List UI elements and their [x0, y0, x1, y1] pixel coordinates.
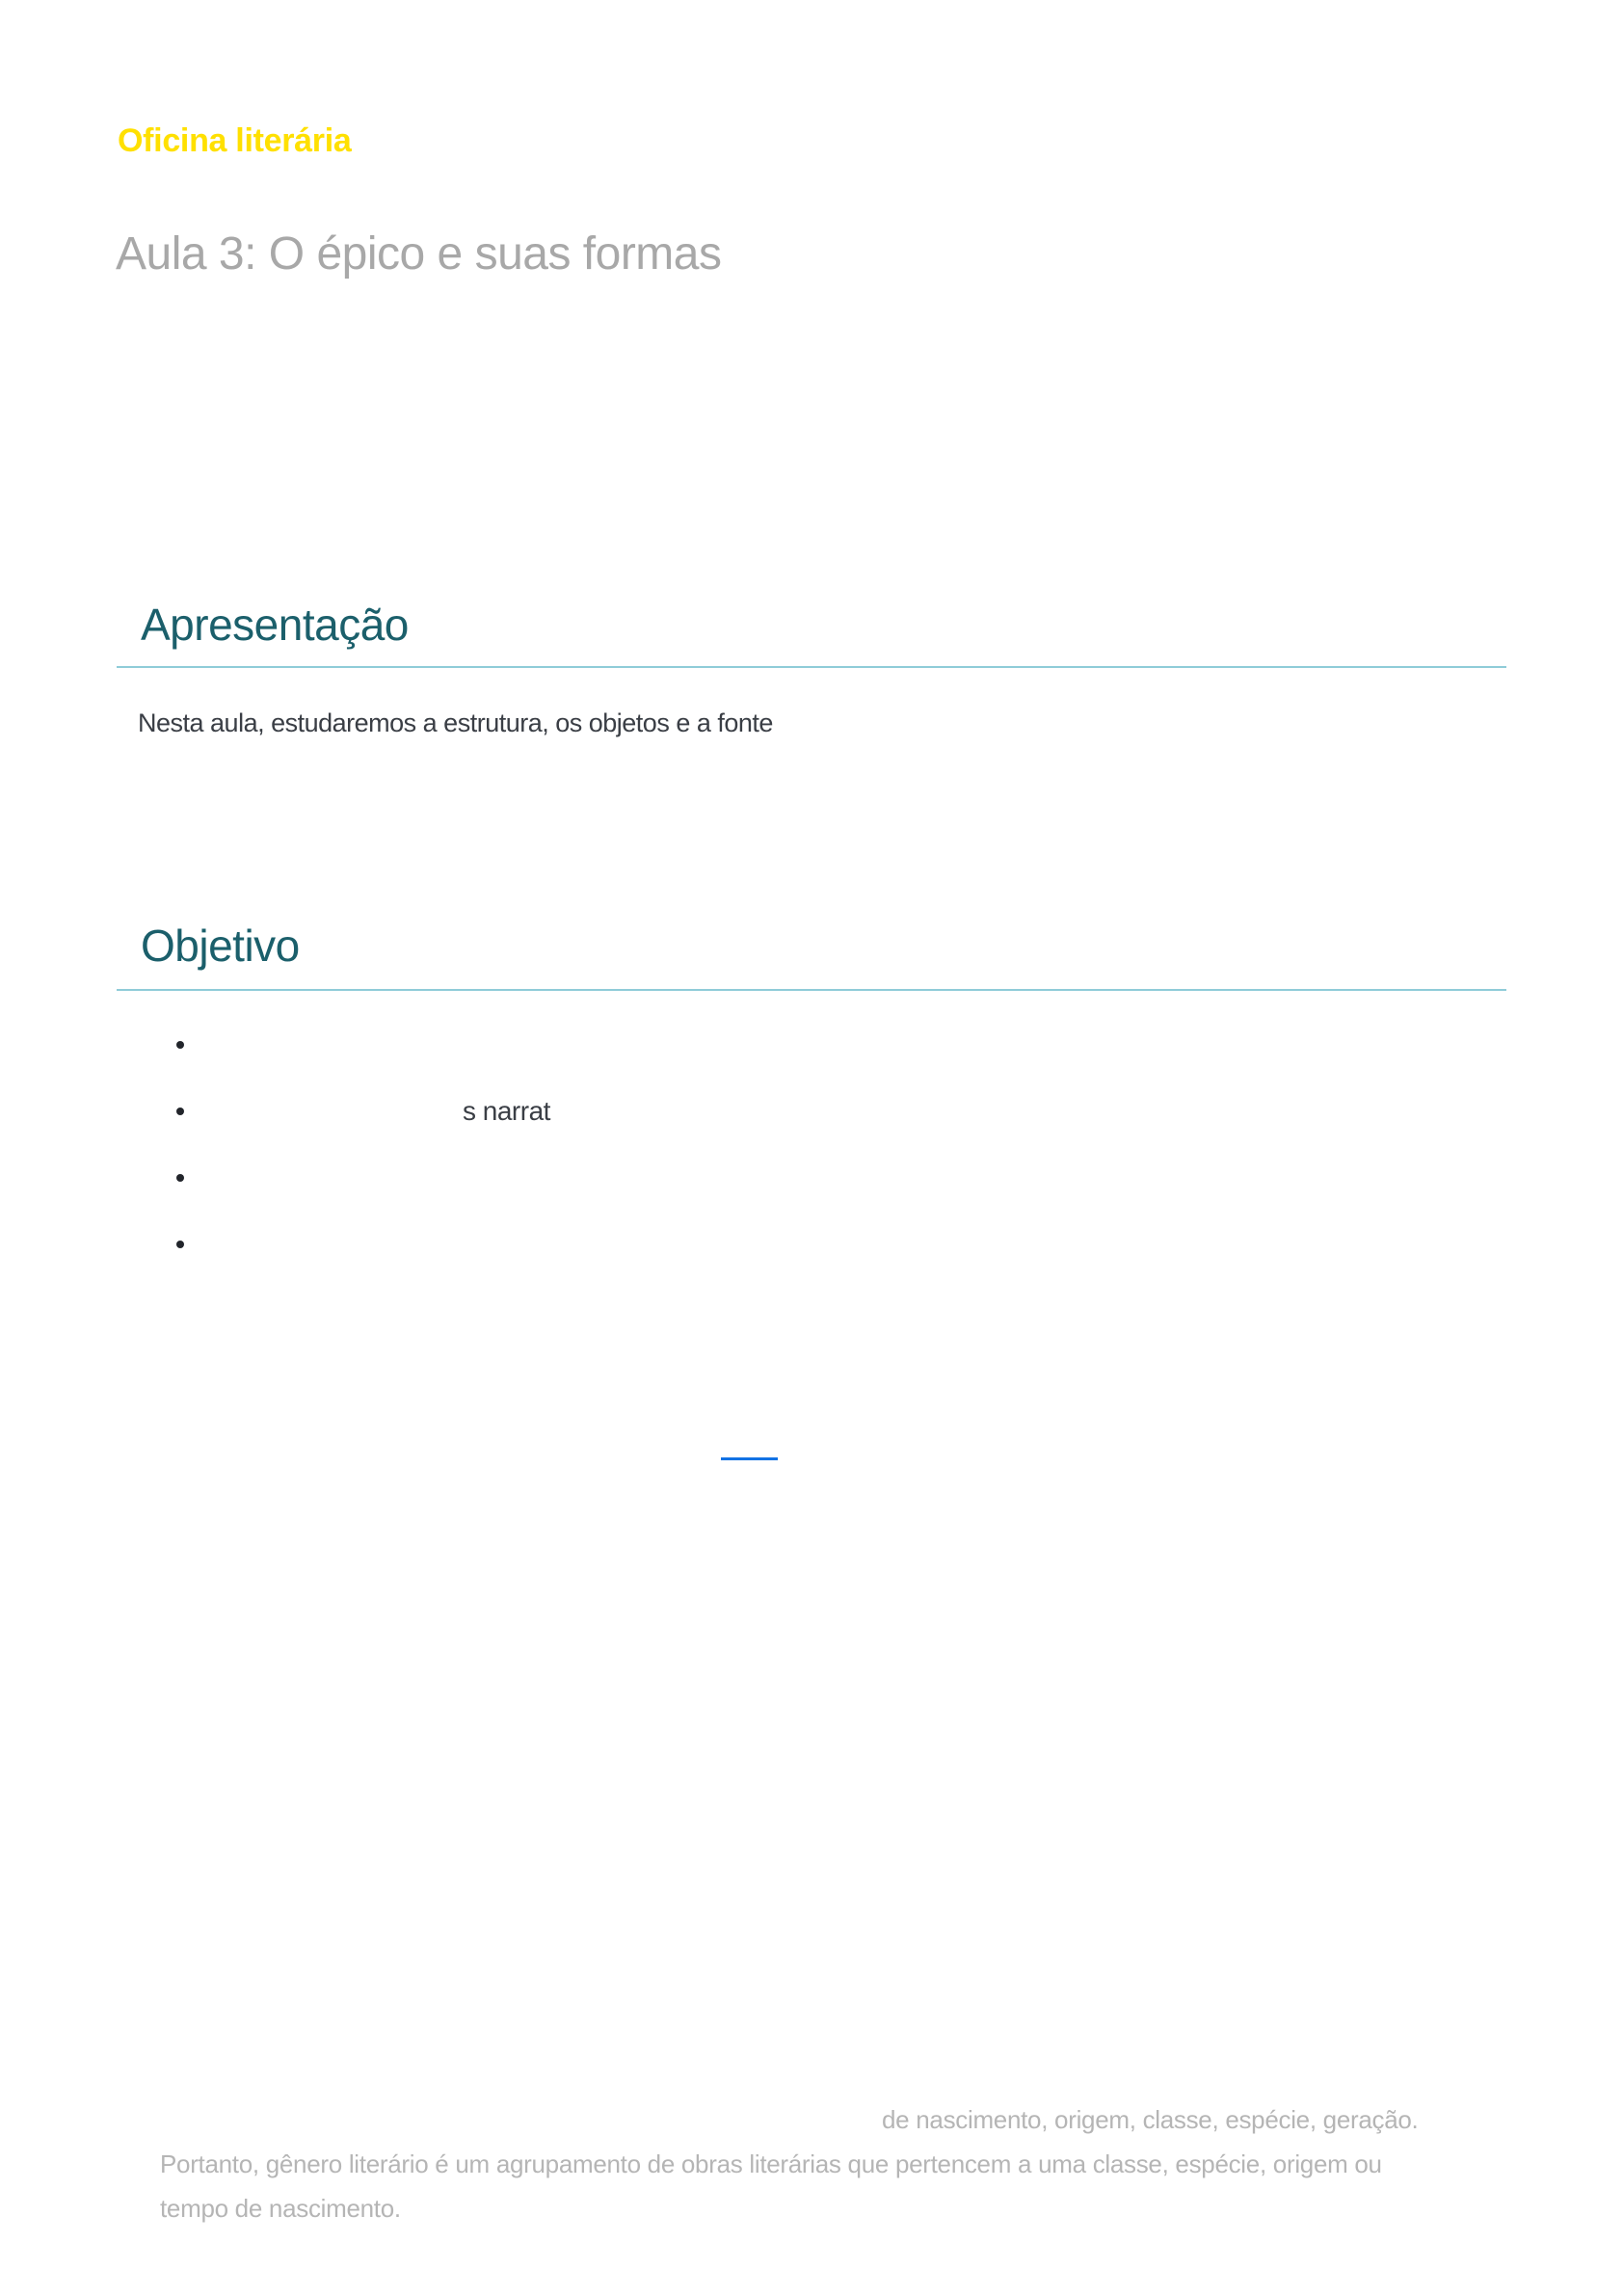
objective-item-text: s narrat [463, 1096, 550, 1126]
apresentacao-body-text: Nesta aula, estudaremos a estrutura, os objetos e a fonte [138, 708, 773, 737]
bullet-icon [176, 1174, 184, 1182]
list-item [176, 1225, 463, 1264]
bullet-icon [176, 1241, 184, 1248]
footer-paragraph-line: Portanto, gênero literário é um agrupamento de obras literárias que pertencem a uma classe, espécie, origem ou [160, 2149, 1382, 2178]
list-item [176, 1092, 550, 1131]
section-divider [117, 989, 1506, 991]
bullet-icon [176, 1108, 184, 1115]
section-heading-objetivo: Objetivo [141, 921, 300, 971]
link-underline-fragment[interactable] [721, 1457, 778, 1460]
section-divider [117, 666, 1506, 668]
bullet-icon [176, 1041, 184, 1049]
list-item [176, 1026, 463, 1064]
lesson-title: Aula 3: O épico e suas formas [116, 228, 722, 280]
section-heading-apresentacao: Apresentação [141, 600, 409, 650]
footer-paragraph-line: tempo de nascimento. [160, 2194, 401, 2223]
course-title: Oficina literária [118, 122, 352, 159]
list-item [176, 1159, 463, 1197]
footer-paragraph-line: de nascimento, origem, classe, espécie, geração. [882, 2105, 1419, 2134]
